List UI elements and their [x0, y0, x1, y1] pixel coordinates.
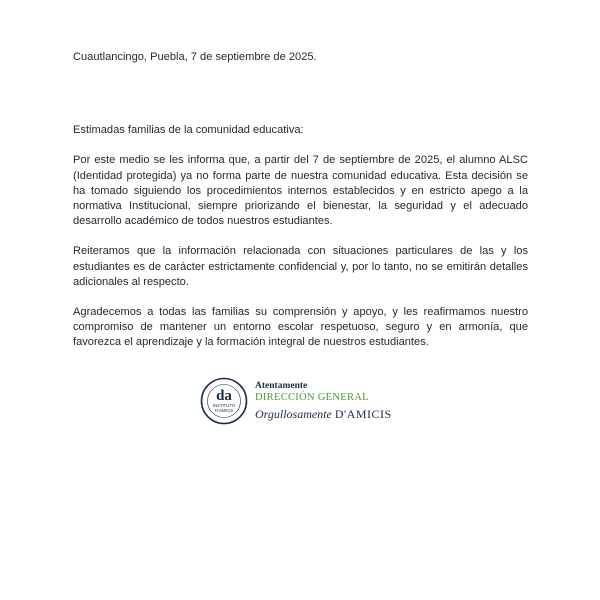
- svg-text:D'AMICIS: D'AMICIS: [214, 408, 234, 413]
- paragraph-confidentiality: Reiteramos que la información relacionada con situaciones particulares de las y los estudiantes es de carácter estrictamente confidencial y, por lo tanto, no se emitirán detalles adicionales al respecto.: [73, 245, 528, 288]
- paragraph-notice: Por este medio se les informa que, a partir del 7 de septiembre de 2025, el alumno ALSC (Identidad protegida) ya no forma parte de nuestra comunidad educativa. Esta decisión se ha tomado siguiendo los procedimientos internos establecidos y en estricto apego a la normativa Institucional, siempre priorizando el bienestar, la seguridad y el adecuado desarrollo académico de todos nuestros estudiantes.: [73, 154, 528, 228]
- greeting: Estimadas familias de la comunidad educativa:: [73, 124, 304, 137]
- motto-script: Orgullosamente: [255, 407, 332, 421]
- signature-block: [200, 377, 460, 429]
- svg-text:INSTITUTO: INSTITUTO: [212, 403, 236, 408]
- date-line: Cuautlancingo, Puebla, 7 de septiembre de 2025.: [73, 51, 317, 63]
- paragraph-thanks: Agradecemos a todas las familias su comprensión y apoyo, y les reafirmamos nuestro compromiso de mantener un entorno escolar respetuoso, seguro y en armonía, que favorezca el aprendizaje y la formación integral de nuestros estudiantes.: [73, 306, 528, 349]
- signature-text: [255, 381, 455, 423]
- motto-brand: D'AMICIS: [334, 407, 392, 421]
- svg-text:da: da: [216, 388, 232, 404]
- letter-body: [73, 50, 528, 351]
- motto: [255, 405, 455, 423]
- institute-logo: [200, 377, 248, 425]
- department-name: DIRECCIÓN GENERAL: [255, 392, 369, 403]
- closing-word: Atentamente: [255, 381, 308, 391]
